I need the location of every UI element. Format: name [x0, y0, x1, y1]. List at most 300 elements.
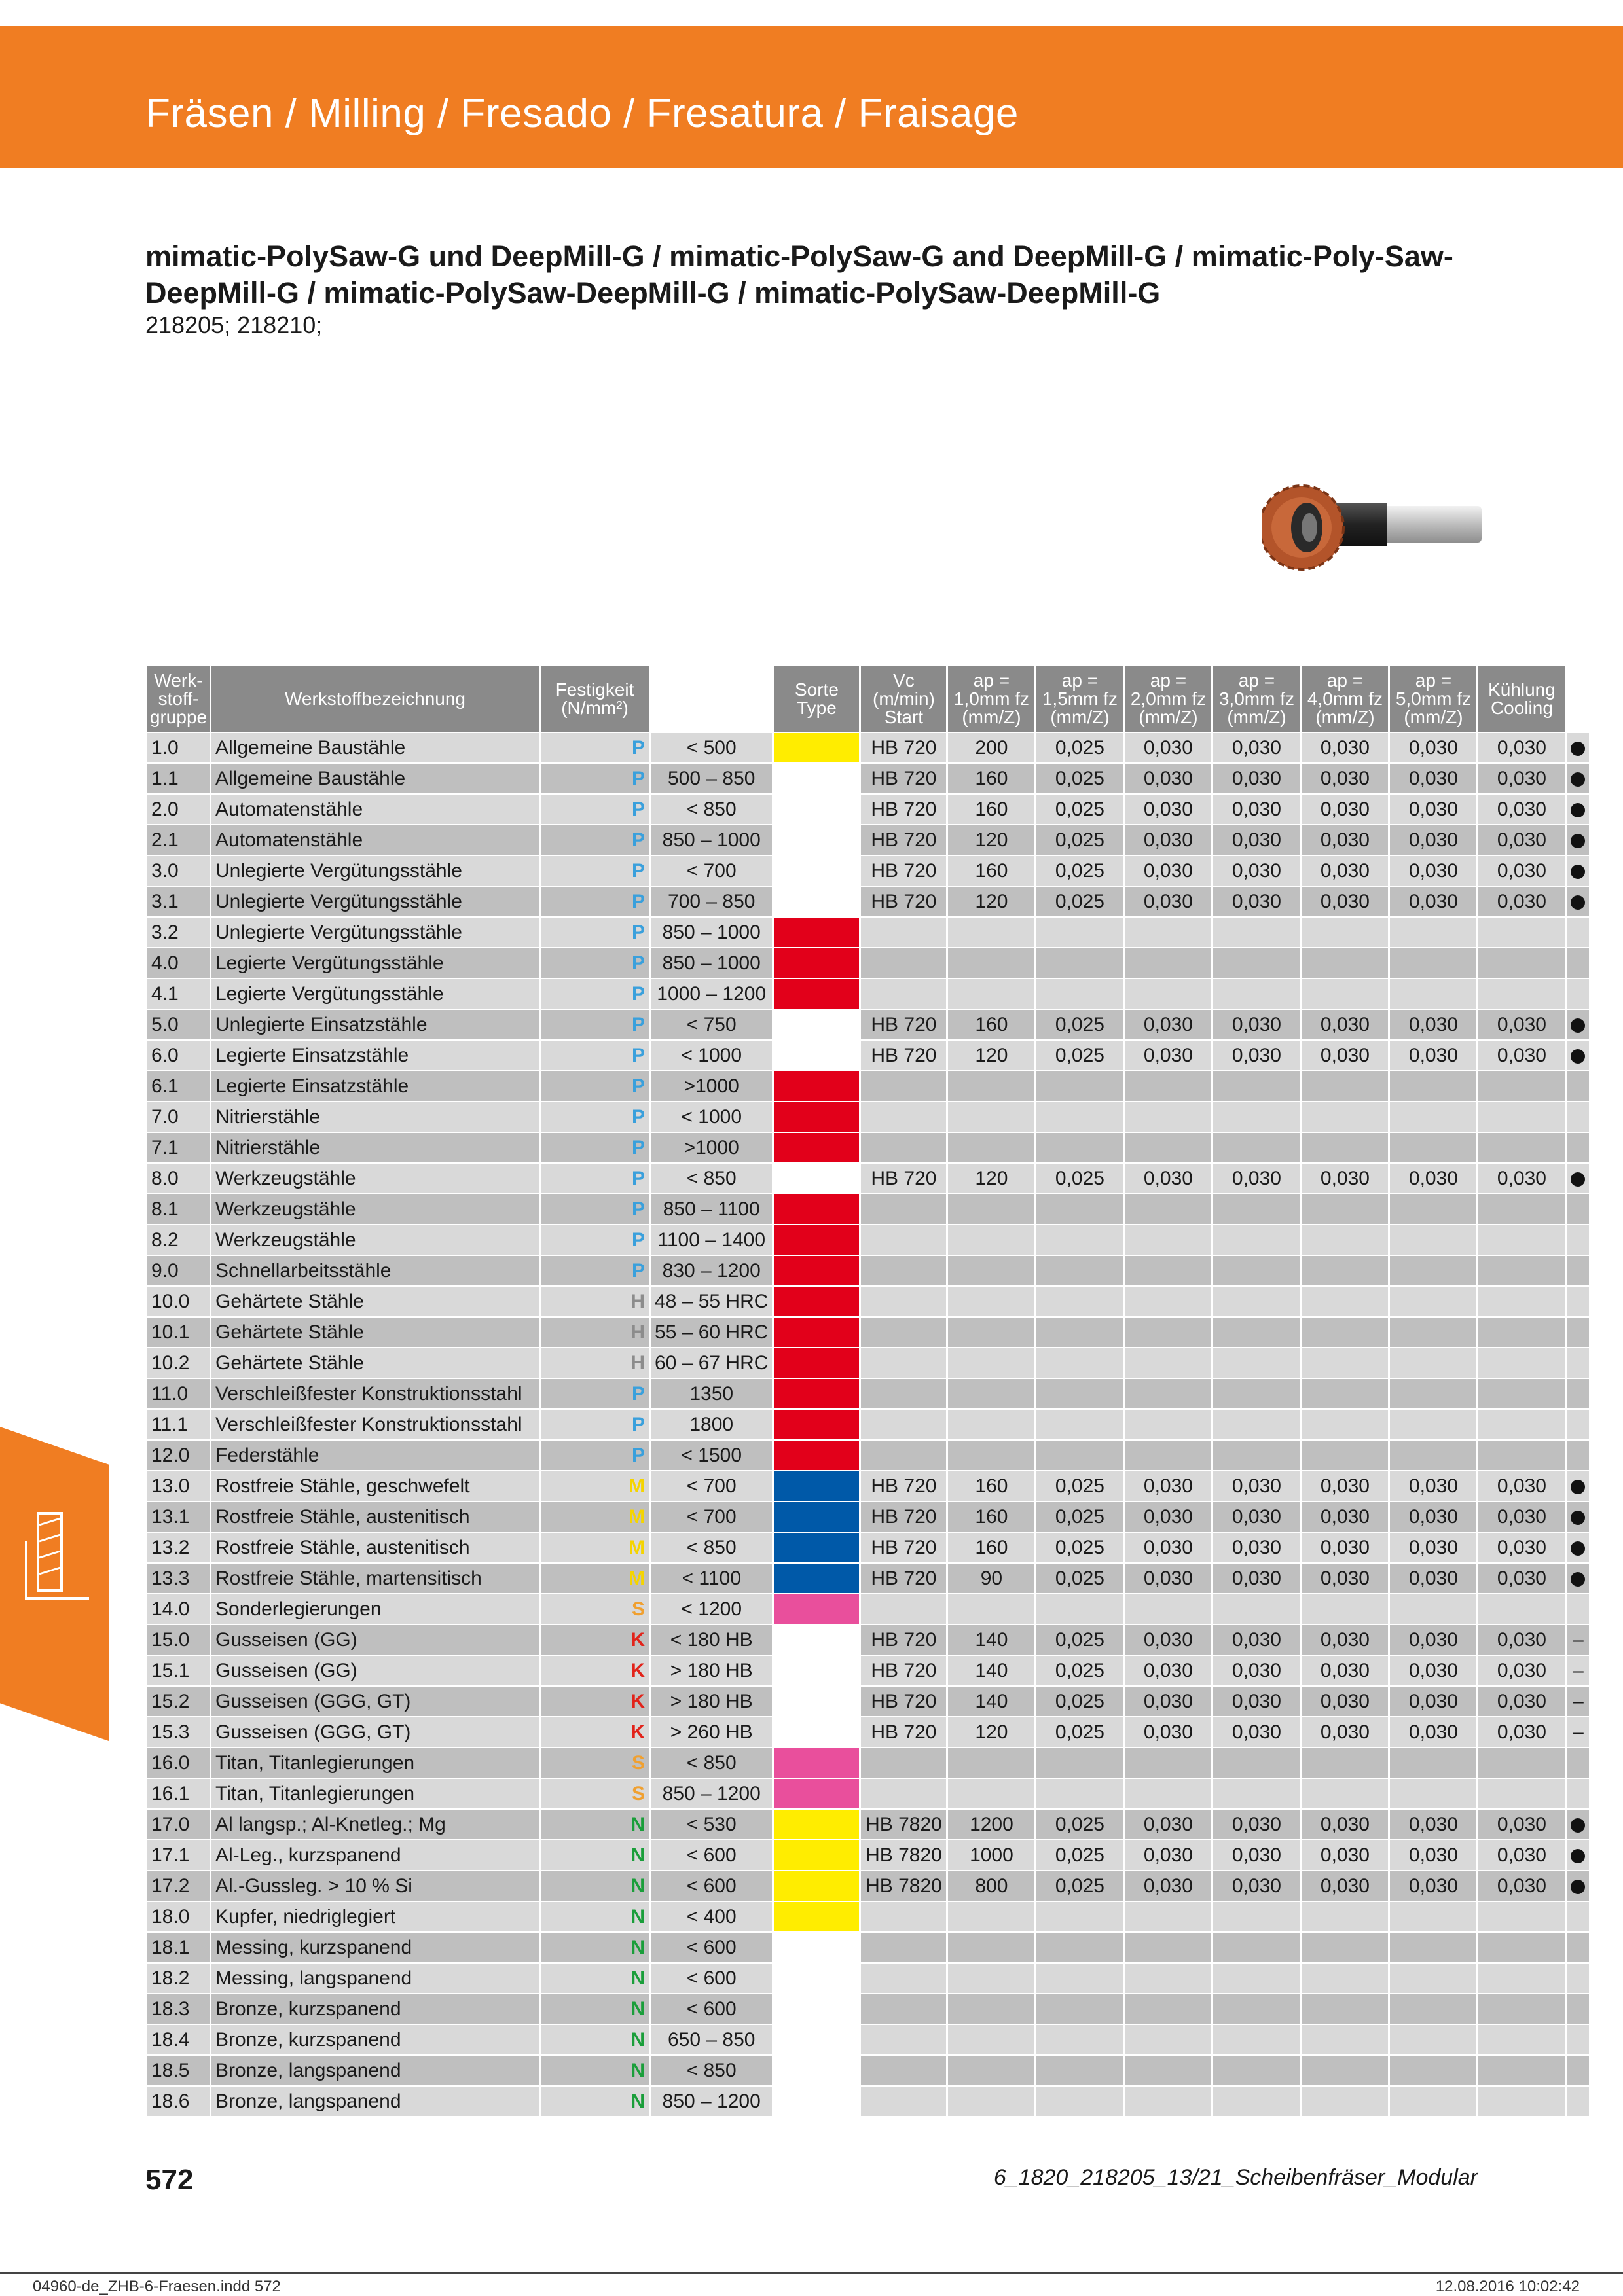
- feed-per-tooth: [1213, 1256, 1300, 1285]
- grade-type: [861, 979, 946, 1009]
- cooling: [1567, 918, 1589, 947]
- cooling: [1567, 887, 1589, 916]
- tensile-strength: 850 – 1100: [651, 1194, 772, 1224]
- grade-type: [861, 918, 946, 947]
- swatch-fill: [774, 1471, 859, 1501]
- cooling: [1567, 1871, 1589, 1901]
- cooling: [1567, 1379, 1589, 1408]
- feed-per-tooth: 0,025: [1036, 1656, 1123, 1685]
- material-group: 13.1: [147, 1502, 210, 1532]
- cooling: [1567, 1810, 1589, 1839]
- material-group: 8.1: [147, 1194, 210, 1224]
- feed-per-tooth: [1390, 1348, 1476, 1378]
- material-name: Werkzeugstähle: [211, 1194, 539, 1224]
- material-name: Gusseisen (GG): [211, 1625, 539, 1655]
- material-class: H: [541, 1287, 649, 1316]
- grade-type: [861, 1410, 946, 1439]
- feed-per-tooth: 0,030: [1213, 1564, 1300, 1593]
- grade-type: [861, 1933, 946, 1962]
- feed-per-tooth: 0,030: [1390, 1687, 1476, 1716]
- feed-per-tooth: [1390, 1410, 1476, 1439]
- swatch-fill: [774, 1441, 859, 1470]
- table-row: [147, 1810, 1589, 1839]
- swatch-fill: [774, 1502, 859, 1532]
- feed-per-tooth: 0,030: [1302, 1564, 1388, 1593]
- material-name: Werkzeugstähle: [211, 1225, 539, 1255]
- material-group: 3.2: [147, 918, 210, 947]
- feed-per-tooth: [1036, 2056, 1123, 2085]
- material-class: P: [541, 795, 649, 824]
- material-class: P: [541, 1410, 649, 1439]
- coolant-dot-icon: [1571, 1172, 1585, 1187]
- feed-per-tooth: 0,030: [1213, 1656, 1300, 1685]
- tensile-strength: < 500: [651, 733, 772, 762]
- coolant-dot-icon: [1571, 834, 1585, 848]
- cooling: [1567, 1164, 1589, 1193]
- cooling: [1567, 2025, 1589, 2054]
- material-class: N: [541, 1994, 649, 2024]
- tensile-strength: < 1200: [651, 1594, 772, 1624]
- coolant-dot-icon: [1571, 895, 1585, 910]
- cutting-data-table: [145, 664, 1591, 2117]
- cutting-speed: 140: [948, 1625, 1034, 1655]
- tensile-strength: < 1000: [651, 1102, 772, 1132]
- grade-type: [861, 1902, 946, 1931]
- col-header: ap = 5,0mm fz (mm/Z): [1390, 666, 1476, 732]
- feed-per-tooth: 0,030: [1302, 1502, 1388, 1532]
- cooling: [1567, 1779, 1589, 1808]
- material-name: Gusseisen (GG): [211, 1656, 539, 1685]
- feed-per-tooth: [1125, 1133, 1211, 1162]
- cooling: [1567, 1840, 1589, 1870]
- tensile-strength: < 600: [651, 1840, 772, 1870]
- feed-per-tooth: 0,030: [1478, 1502, 1565, 1532]
- feed-per-tooth: 0,030: [1125, 887, 1211, 916]
- feed-per-tooth: 0,030: [1390, 795, 1476, 824]
- feed-per-tooth: [1036, 1379, 1123, 1408]
- cutting-speed: [948, 1902, 1034, 1931]
- tensile-strength: > 180 HB: [651, 1687, 772, 1716]
- page-number: 572: [145, 2164, 194, 2196]
- cutting-speed: [948, 979, 1034, 1009]
- grade-type: HB 720: [861, 1010, 946, 1039]
- grade-type: [861, 1225, 946, 1255]
- col-header: Werkstoffbezeichnung: [211, 666, 539, 732]
- feed-per-tooth: 0,030: [1302, 1687, 1388, 1716]
- material-name: Unlegierte Einsatzstähle: [211, 1010, 539, 1039]
- tensile-strength: 850 – 1000: [651, 825, 772, 855]
- material-group: 2.1: [147, 825, 210, 855]
- feed-per-tooth: 0,030: [1213, 764, 1300, 793]
- feed-per-tooth: [1390, 1133, 1476, 1162]
- material-class: N: [541, 2025, 649, 2054]
- feed-per-tooth: 0,030: [1125, 795, 1211, 824]
- material-class: P: [541, 1379, 649, 1408]
- feed-per-tooth: [1390, 1779, 1476, 1808]
- article-codes: 218205; 218210;: [145, 312, 323, 338]
- feed-per-tooth: [1036, 1748, 1123, 1778]
- cutting-speed: 160: [948, 1533, 1034, 1562]
- feed-per-tooth: [1390, 1379, 1476, 1408]
- material-class: P: [541, 979, 649, 1009]
- feed-per-tooth: 0,030: [1125, 1502, 1211, 1532]
- table-row: [147, 979, 1589, 1009]
- material-name: Titan, Titanlegierungen: [211, 1748, 539, 1778]
- feed-per-tooth: 0,025: [1036, 1533, 1123, 1562]
- feed-per-tooth: 0,030: [1125, 1656, 1211, 1685]
- cooling: [1567, 1471, 1589, 1501]
- suitability-swatch: [774, 1502, 859, 1532]
- cutting-speed: [948, 1071, 1034, 1101]
- end-mill-icon: [0, 1427, 109, 1741]
- material-group: 8.0: [147, 1164, 210, 1193]
- feed-per-tooth: [1213, 2056, 1300, 2085]
- suitability-swatch: [774, 1748, 859, 1778]
- feed-per-tooth: [1125, 1194, 1211, 1224]
- feed-per-tooth: [1478, 1594, 1565, 1624]
- cooling: [1567, 1964, 1589, 1993]
- feed-per-tooth: [1125, 1287, 1211, 1316]
- feed-per-tooth: [1390, 1256, 1476, 1285]
- feed-per-tooth: [1125, 1225, 1211, 1255]
- feed-per-tooth: 0,030: [1302, 1010, 1388, 1039]
- feed-per-tooth: [1302, 2056, 1388, 2085]
- suitability-swatch: [774, 1010, 859, 1039]
- material-name: Unlegierte Vergütungsstähle: [211, 856, 539, 886]
- cooling: [1567, 1256, 1589, 1285]
- suitability-swatch: [774, 1256, 859, 1285]
- cutting-speed: [948, 1748, 1034, 1778]
- cooling: [1567, 1533, 1589, 1562]
- feed-per-tooth: 0,030: [1478, 1810, 1565, 1839]
- feed-per-tooth: 0,030: [1125, 825, 1211, 855]
- material-class: K: [541, 1625, 649, 1655]
- feed-per-tooth: [1390, 1287, 1476, 1316]
- material-name: Rostfreie Stähle, martensitisch: [211, 1564, 539, 1593]
- feed-per-tooth: 0,030: [1478, 1625, 1565, 1655]
- tensile-strength: < 850: [651, 1533, 772, 1562]
- grade-type: [861, 1071, 946, 1101]
- feed-per-tooth: [1302, 1225, 1388, 1255]
- feed-per-tooth: 0,030: [1390, 1471, 1476, 1501]
- table-row: [147, 1256, 1589, 1285]
- table-row: [147, 1840, 1589, 1870]
- feed-per-tooth: 0,025: [1036, 887, 1123, 916]
- feed-per-tooth: [1390, 2056, 1476, 2085]
- feed-per-tooth: 0,030: [1390, 1840, 1476, 1870]
- feed-per-tooth: [1390, 1933, 1476, 1962]
- material-group: 11.1: [147, 1410, 210, 1439]
- feed-per-tooth: [1302, 1071, 1388, 1101]
- feed-per-tooth: 0,030: [1213, 856, 1300, 886]
- cutting-speed: [948, 1379, 1034, 1408]
- top-margin: [0, 0, 1623, 27]
- feed-per-tooth: 0,030: [1390, 733, 1476, 762]
- feed-per-tooth: 0,030: [1302, 1810, 1388, 1839]
- feed-per-tooth: [1390, 1318, 1476, 1347]
- grade-type: HB 720: [861, 733, 946, 762]
- material-name: Kupfer, niedriglegiert: [211, 1902, 539, 1931]
- material-group: 4.0: [147, 948, 210, 978]
- cutting-speed: 200: [948, 733, 1034, 762]
- feed-per-tooth: 0,030: [1125, 1625, 1211, 1655]
- feed-per-tooth: 0,030: [1478, 1717, 1565, 1747]
- feed-per-tooth: 0,025: [1036, 1010, 1123, 1039]
- cooling: [1567, 1010, 1589, 1039]
- suitability-swatch: [774, 1410, 859, 1439]
- cutting-speed: [948, 1256, 1034, 1285]
- grade-type: [861, 1594, 946, 1624]
- feed-per-tooth: [1213, 1287, 1300, 1316]
- feed-per-tooth: [1036, 1194, 1123, 1224]
- cutting-speed: [948, 1225, 1034, 1255]
- feed-per-tooth: [1213, 1379, 1300, 1408]
- suitability-swatch: [774, 1071, 859, 1101]
- material-group: 10.0: [147, 1287, 210, 1316]
- table-row: [147, 948, 1589, 978]
- tensile-strength: < 180 HB: [651, 1625, 772, 1655]
- coolant-dot-icon: [1571, 742, 1585, 756]
- feed-per-tooth: 0,030: [1302, 764, 1388, 793]
- material-name: Bronze, kurzspanend: [211, 1994, 539, 2024]
- cooling: [1567, 1318, 1589, 1347]
- swatch-fill: [774, 1779, 859, 1808]
- table-row: [147, 2025, 1589, 2054]
- material-group: 15.3: [147, 1717, 210, 1747]
- suitability-swatch: [774, 1133, 859, 1162]
- feed-per-tooth: 0,030: [1302, 1871, 1388, 1901]
- material-group: 15.2: [147, 1687, 210, 1716]
- table-row: [147, 1318, 1589, 1347]
- material-name: Verschleißfester Konstruktionsstahl: [211, 1410, 539, 1439]
- cutting-speed: [948, 1441, 1034, 1470]
- cutting-speed: [948, 1133, 1034, 1162]
- table-row: [147, 1656, 1589, 1685]
- material-class: P: [541, 1041, 649, 1070]
- material-name: Titan, Titanlegierungen: [211, 1779, 539, 1808]
- col-header: Kühlung Cooling: [1478, 666, 1565, 732]
- table-row: [147, 1071, 1589, 1101]
- feed-per-tooth: [1478, 1902, 1565, 1931]
- feed-per-tooth: 0,030: [1302, 795, 1388, 824]
- table-row: [147, 2087, 1589, 2116]
- table-row: [147, 1348, 1589, 1378]
- cutting-speed: [948, 1410, 1034, 1439]
- feed-per-tooth: [1036, 918, 1123, 947]
- tensile-strength: < 700: [651, 856, 772, 886]
- grade-type: HB 720: [861, 1041, 946, 1070]
- feed-per-tooth: [1036, 1348, 1123, 1378]
- table-header-row: [147, 666, 1589, 732]
- feed-per-tooth: 0,030: [1125, 1164, 1211, 1193]
- material-name: Gehärtete Stähle: [211, 1348, 539, 1378]
- table-row: [147, 795, 1589, 824]
- feed-per-tooth: 0,025: [1036, 1564, 1123, 1593]
- grade-type: HB 720: [861, 887, 946, 916]
- material-group: 18.3: [147, 1994, 210, 2024]
- coolant-dot-icon: [1571, 1541, 1585, 1556]
- suitability-swatch: [774, 1102, 859, 1132]
- feed-per-tooth: 0,030: [1390, 1010, 1476, 1039]
- material-class: P: [541, 918, 649, 947]
- table-row: [147, 1625, 1589, 1655]
- cooling: [1567, 1748, 1589, 1778]
- feed-per-tooth: [1478, 1225, 1565, 1255]
- cutting-speed: 160: [948, 1471, 1034, 1501]
- feed-per-tooth: [1213, 1748, 1300, 1778]
- tensile-strength: 55 – 60 HRC: [651, 1318, 772, 1347]
- feed-per-tooth: 0,030: [1478, 856, 1565, 886]
- feed-per-tooth: 0,030: [1390, 1041, 1476, 1070]
- cutting-speed: 120: [948, 1164, 1034, 1193]
- feed-per-tooth: [1478, 1348, 1565, 1378]
- feed-per-tooth: 0,030: [1125, 1871, 1211, 1901]
- feed-per-tooth: [1390, 1102, 1476, 1132]
- feed-per-tooth: [1390, 1441, 1476, 1470]
- cutting-speed: 160: [948, 1010, 1034, 1039]
- feed-per-tooth: [1302, 2025, 1388, 2054]
- tensile-strength: 700 – 850: [651, 887, 772, 916]
- feed-per-tooth: 0,025: [1036, 764, 1123, 793]
- feed-per-tooth: [1125, 1594, 1211, 1624]
- table-row: [147, 1164, 1589, 1193]
- feed-per-tooth: [1036, 979, 1123, 1009]
- material-name: Bronze, kurzspanend: [211, 2025, 539, 2054]
- feed-per-tooth: 0,030: [1213, 1041, 1300, 1070]
- feed-per-tooth: [1036, 1225, 1123, 1255]
- feed-per-tooth: [1478, 1287, 1565, 1316]
- tensile-strength: < 1000: [651, 1041, 772, 1070]
- swatch-fill: [774, 1225, 859, 1255]
- suitability-swatch: [774, 764, 859, 793]
- bottom-margin: [0, 2272, 1623, 2274]
- feed-per-tooth: 0,030: [1213, 733, 1300, 762]
- feed-per-tooth: 0,030: [1302, 1471, 1388, 1501]
- feed-per-tooth: [1302, 1594, 1388, 1624]
- grade-type: [861, 1133, 946, 1162]
- material-class: P: [541, 1441, 649, 1470]
- tensile-strength: < 700: [651, 1502, 772, 1532]
- feed-per-tooth: [1478, 1964, 1565, 1993]
- feed-per-tooth: [1125, 1379, 1211, 1408]
- cutting-speed: [948, 1964, 1034, 1993]
- swatch-fill: [774, 979, 859, 1009]
- suitability-swatch: [774, 1625, 859, 1655]
- material-name: Gehärtete Stähle: [211, 1318, 539, 1347]
- feed-per-tooth: 0,025: [1036, 1471, 1123, 1501]
- feed-per-tooth: [1302, 1902, 1388, 1931]
- feed-per-tooth: 0,030: [1478, 1840, 1565, 1870]
- material-class: P: [541, 1010, 649, 1039]
- footer-reference: 6_1820_218205_13/21_Scheibenfräser_Modular: [993, 2165, 1478, 2190]
- material-class: K: [541, 1717, 649, 1747]
- feed-per-tooth: 0,030: [1213, 1871, 1300, 1901]
- tensile-strength: < 850: [651, 2056, 772, 2085]
- material-name: Federstähle: [211, 1441, 539, 1470]
- feed-per-tooth: 0,030: [1125, 733, 1211, 762]
- tensile-strength: 1000 – 1200: [651, 979, 772, 1009]
- feed-per-tooth: [1478, 1379, 1565, 1408]
- swatch-fill: [774, 1564, 859, 1593]
- feed-per-tooth: [1478, 1410, 1565, 1439]
- feed-per-tooth: [1478, 1071, 1565, 1101]
- material-name: Rostfreie Stähle, austenitisch: [211, 1502, 539, 1532]
- table-row: [147, 1717, 1589, 1747]
- suitability-swatch: [774, 1471, 859, 1501]
- material-name: Nitrierstähle: [211, 1133, 539, 1162]
- cutting-speed: 120: [948, 825, 1034, 855]
- feed-per-tooth: 0,030: [1478, 1871, 1565, 1901]
- material-class: K: [541, 1687, 649, 1716]
- cooling: [1567, 795, 1589, 824]
- feed-per-tooth: [1036, 1933, 1123, 1962]
- material-class: P: [541, 1256, 649, 1285]
- feed-per-tooth: [1478, 1779, 1565, 1808]
- material-name: Messing, langspanend: [211, 1964, 539, 1993]
- feed-per-tooth: 0,030: [1478, 1041, 1565, 1070]
- material-group: 7.0: [147, 1102, 210, 1132]
- material-class: S: [541, 1748, 649, 1778]
- grade-type: [861, 1194, 946, 1224]
- material-group: 18.1: [147, 1933, 210, 1962]
- feed-per-tooth: [1125, 948, 1211, 978]
- cutting-speed: 120: [948, 1717, 1034, 1747]
- material-name: Al-Leg., kurzspanend: [211, 1840, 539, 1870]
- tensile-strength: < 600: [651, 1933, 772, 1962]
- tensile-strength: 850 – 1200: [651, 1779, 772, 1808]
- col-header: Werk-stoff-gruppe: [147, 666, 210, 732]
- tensile-strength: < 1100: [651, 1564, 772, 1593]
- coolant-dot-icon: [1571, 865, 1585, 879]
- material-group: 18.4: [147, 2025, 210, 2054]
- feed-per-tooth: 0,030: [1390, 1533, 1476, 1562]
- table-body: [147, 733, 1589, 2116]
- material-class: N: [541, 1902, 649, 1931]
- material-class: N: [541, 2056, 649, 2085]
- swatch-fill: [774, 1810, 859, 1839]
- feed-per-tooth: [1390, 979, 1476, 1009]
- feed-per-tooth: [1302, 1133, 1388, 1162]
- swatch-fill: [774, 1840, 859, 1870]
- tensile-strength: < 530: [651, 1810, 772, 1839]
- coolant-dot-icon: [1571, 1018, 1585, 1033]
- material-class: P: [541, 1164, 649, 1193]
- feed-per-tooth: 0,030: [1390, 887, 1476, 916]
- cutting-speed: 140: [948, 1656, 1034, 1685]
- feed-per-tooth: 0,030: [1302, 733, 1388, 762]
- grade-type: HB 720: [861, 1471, 946, 1501]
- feed-per-tooth: 0,030: [1213, 1687, 1300, 1716]
- feed-per-tooth: 0,025: [1036, 795, 1123, 824]
- feed-per-tooth: 0,030: [1478, 733, 1565, 762]
- feed-per-tooth: [1125, 918, 1211, 947]
- grade-type: [861, 1964, 946, 1993]
- col-header: Sorte Type: [774, 666, 859, 732]
- table-row: [147, 764, 1589, 793]
- grade-type: HB 720: [861, 1502, 946, 1532]
- feed-per-tooth: [1478, 918, 1565, 947]
- feed-per-tooth: [1302, 948, 1388, 978]
- cutting-speed: [948, 1348, 1034, 1378]
- table-row: [147, 1471, 1589, 1501]
- feed-per-tooth: [1213, 1225, 1300, 1255]
- feed-per-tooth: [1213, 1902, 1300, 1931]
- material-class: P: [541, 825, 649, 855]
- feed-per-tooth: 0,030: [1478, 1471, 1565, 1501]
- coolant-dot-icon: [1571, 1480, 1585, 1494]
- suitability-swatch: [774, 1717, 859, 1747]
- material-group: 16.0: [147, 1748, 210, 1778]
